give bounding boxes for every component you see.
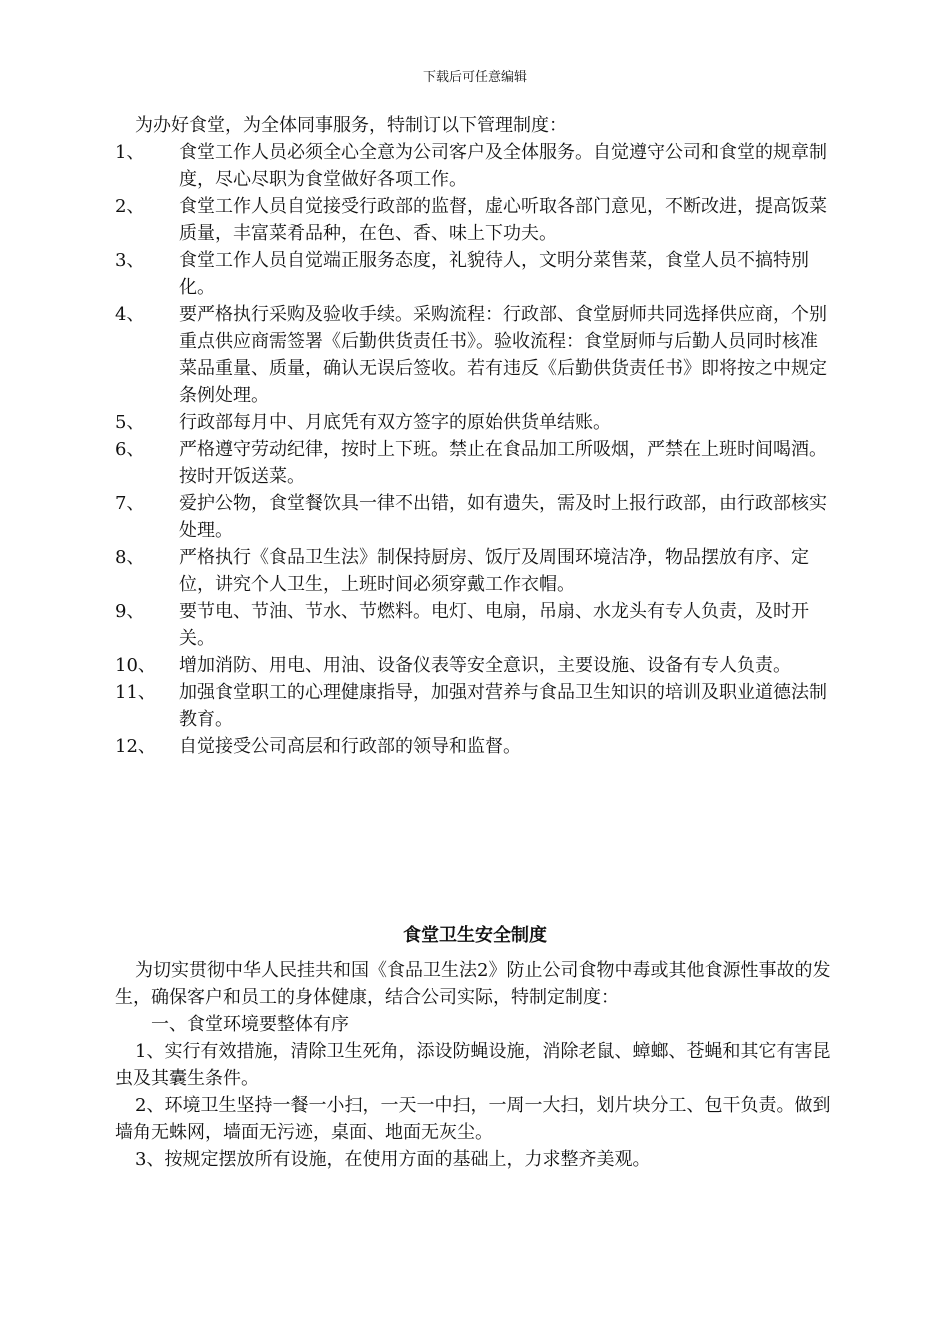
document-body (115, 112, 835, 1173)
rule-text: 行政部每月中、月底凭有双方签字的原始供货单结账。 (179, 412, 611, 433)
rule-text: 爱护公物，食堂餐饮具一律不出错，如有遗失，需及时上报行政部，由行政部核实处理。 (179, 493, 827, 541)
rule-number: 9、 (115, 601, 145, 622)
rule-number: 12、 (115, 736, 156, 757)
rule-number: 7、 (115, 493, 145, 514)
rule-item (115, 409, 835, 436)
rule-item (115, 679, 835, 733)
rule-item (115, 544, 835, 598)
rule-number: 2、 (115, 196, 145, 217)
rule-text: 自觉接受公司高层和行政部的领导和监督。 (179, 736, 521, 757)
section-title: 食堂卫生安全制度 (403, 925, 547, 946)
rule-number: 11、 (115, 682, 156, 703)
rule-number: 8、 (115, 547, 145, 568)
rule-text: 食堂工作人员自觉接受行政部的监督，虚心听取各部门意见，不断改进，提高饭菜质量，丰富菜肴品种，在色、香、味上下功夫。 (179, 196, 827, 244)
rule-item (115, 436, 835, 490)
rule-item (115, 652, 835, 679)
rule-text: 加强食堂职工的心理健康指导，加强对营养与食品卫生知识的培训及职业道德法制教育。 (179, 682, 827, 730)
rule-item (115, 733, 835, 760)
intro-paragraph: 为办好食堂，为全体同事服务，特制订以下管理制度： (135, 115, 567, 136)
rule-text: 严格执行《食品卫生法》制保持厨房、饭厅及周围环境洁净，物品摆放有序、定位，讲究个人卫生，上班时间必须穿戴工作衣帽。 (179, 547, 809, 595)
rule-item (115, 598, 835, 652)
rule-item (115, 301, 835, 409)
rule-number: 3、 (115, 250, 145, 271)
sub-heading: 一、食堂环境要整体有序 (151, 1014, 349, 1035)
rule-item (115, 490, 835, 544)
rule-number: 6、 (115, 439, 145, 460)
rule-item (115, 193, 835, 247)
rule-text: 要严格执行采购及验收手续。采购流程：行政部、食堂厨师共同选择供应商，个别重点供应商需签署《后勤供货责任书》。验收流程：食堂厨师与后勤人员同时核准菜品重量、质量，确认无误后签收。若有违反《后勤供货责任书》即将按之中规定条例处理。 (179, 304, 827, 406)
page-header: 下载后可任意编辑 (422, 70, 527, 85)
rule-text: 食堂工作人员必须全心全意为公司客户及全体服务。自觉遵守公司和食堂的规章制度，尽心尽职为食堂做好各项工作。 (179, 142, 827, 190)
rule-item (115, 247, 835, 301)
rule-item (115, 139, 835, 193)
rules-list (115, 139, 835, 760)
rule-number: 4、 (115, 304, 145, 325)
section-item: 1、实行有效措施，清除卫生死角，添设防蝇设施，消除老鼠、蟑螂、苍蝇和其它有害昆虫及其囊生条件。 (115, 1041, 831, 1089)
rule-text: 增加消防、用电、用油、设备仪表等安全意识，主要设施、设备有专人负责。 (179, 655, 791, 676)
rule-number: 10、 (115, 655, 156, 676)
rule-text: 严格遵守劳动纪律，按时上下班。禁止在食品加工所吸烟，严禁在上班时间喝酒。按时开饭送菜。 (179, 439, 827, 487)
rule-text: 要节电、节油、节水、节燃料。电灯、电扇，吊扇、水龙头有专人负责，及时开关。 (179, 601, 809, 649)
rule-number: 1、 (115, 142, 145, 163)
rule-text: 食堂工作人员自觉端正服务态度，礼貌待人，文明分菜售菜，食堂人员不搞特別化。 (179, 250, 809, 298)
section-item: 3、按规定摆放所有设施，在使用方面的基础上，力求整齐美观。 (135, 1149, 651, 1170)
section-item: 2、环境卫生坚持一餐一小扫，一天一中扫，一周一大扫，划片块分工、包干负责。做到墙角无蛛网，墙面无污迹，桌面、地面无灰尘。 (115, 1095, 831, 1143)
section-intro: 为切实贯彻中华人民挂共和国《食品卫生法2》防止公司食物中毒或其他食源性事故的发生，确保客户和员工的身体健康，结合公司实际，特制定制度： (115, 960, 831, 1008)
rule-number: 5、 (115, 412, 145, 433)
